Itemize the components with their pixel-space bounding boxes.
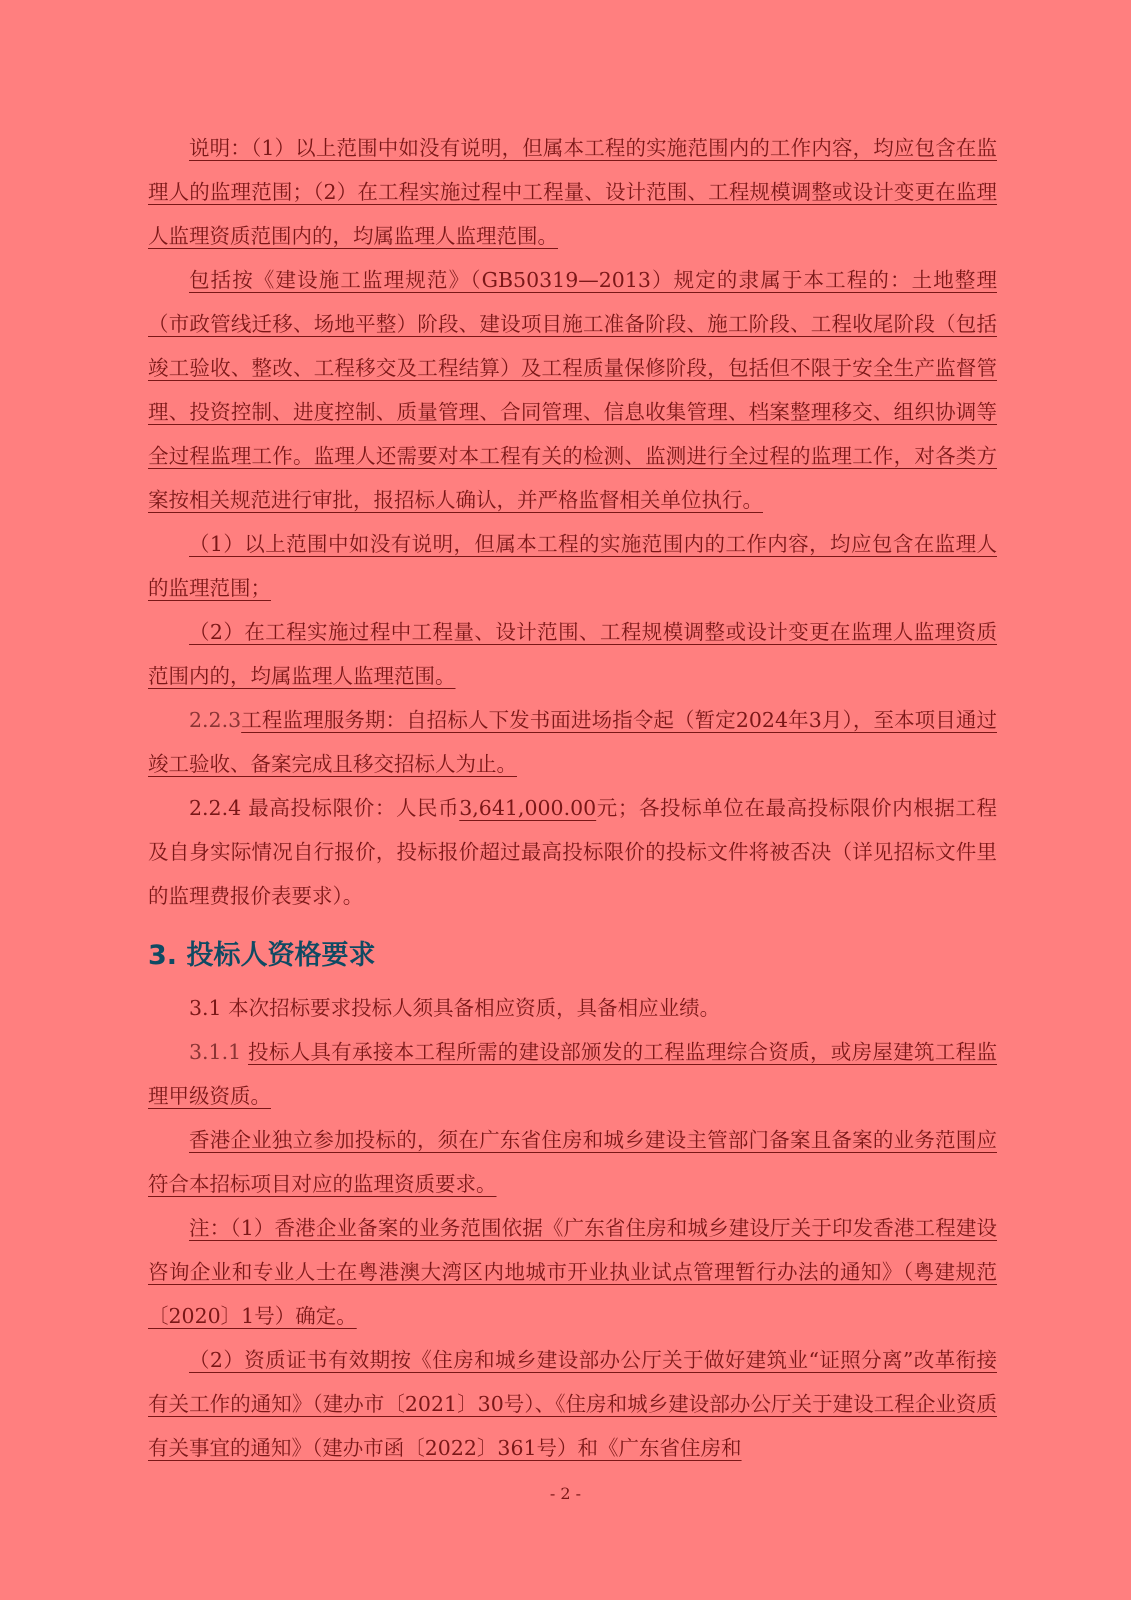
paragraph-qualification-requirement [148, 1030, 997, 1118]
paragraph-scope-note: 说明：（1）以上范围中如没有说明，但属本工程的实施范围内的工作内容，均应包含在监理人的监理范围；（2）在工程实施过程中工程量、设计范围、工程规模调整或设计变更在监理人监理资质范围内的，均属监理人监理范围。 [148, 136, 997, 248]
paragraph-price-limit [148, 786, 997, 918]
paragraph-scope-item-2: （2）在工程实施过程中工程量、设计范围、工程规模调整或设计变更在监理人监理资质范围内的，均属监理人监理范围。 [148, 620, 997, 688]
service-period-text: 工程监理服务期：自招标人下发书面进场指令起（暂定2024年3月），至本项目通过竣工验收、备案完成且移交招标人为止。 [148, 708, 997, 776]
qualification-requirement-text: 投标人具有承接本工程所需的建设部颁发的工程监理综合资质，或房屋建筑工程监理甲级资质。 [148, 1040, 997, 1108]
paragraph-qualification-intro: 3.1 本次招标要求投标人须具备相应资质，具备相应业绩。 [189, 996, 721, 1020]
price-limit-amount: 3,641,000.00 [459, 796, 597, 820]
price-limit-prefix: 2.2.4 最高投标限价：人民币 [189, 796, 460, 820]
paragraph-hk-enterprise: 香港企业独立参加投标的，须在广东省住房和城乡建设主管部门备案且备案的业务范围应符合本招标项目对应的监理资质要求。 [148, 1128, 997, 1196]
paragraph-service-period [148, 698, 997, 786]
clause-number: 2.2.3 [189, 708, 242, 732]
paragraph-scope-detail: 包括按《建设施工监理规范》（GB50319—2013）规定的隶属于本工程的：土地整理（市政管线迁移、场地平整）阶段、建设项目施工准备阶段、施工阶段、工程收尾阶段（包括竣工验收、整改、工程移交及工程结算）及工程质量保修阶段，包括但不限于安全生产监督管理、投资控制、进度控制、质量管理、合同管理、信息收集管理、档案整理移交、组织协调等全过程监理工作。监理人还需要对本工程有关的检测、监测进行全过程的监理工作，对各类方案按相关规范进行审批，报招标人确认，并严格监督相关单位执行。 [148, 268, 997, 512]
paragraph-note-1: 注：（1）香港企业备案的业务范围依据《广东省住房和城乡建设厅关于印发香港工程建设咨询企业和专业人士在粤港澳大湾区内地城市开业执业试点管理暂行办法的通知》（粤建规范〔2020〕1号）确定。 [148, 1216, 997, 1328]
section-heading-qualification: 3. 投标人资格要求 [148, 940, 376, 971]
clause-number: 3.1.1 [189, 1040, 248, 1064]
price-limit-suffix: 元；各投标单位在最高投标限价内根据工程及自身实际情况自行报价，投标报价超过最高投标限价的投标文件将被否决（详见招标文件里的监理费报价表要求）。 [148, 796, 997, 908]
paragraph-scope-item-1: （1）以上范围中如没有说明，但属本工程的实施范围内的工作内容，均应包含在监理人的监理范围； [148, 532, 997, 600]
page-number: - 2 - [549, 1484, 582, 1503]
paragraph-note-2: （2）资质证书有效期按《住房和城乡建设部办公厅关于做好建筑业“证照分离”改革衔接有关工作的通知》（建办市〔2021〕30号）、《住房和城乡建设部办公厅关于建设工程企业资质有关事宜的通知》（建办市函〔2022〕361号）和《广东省住房和 [148, 1348, 997, 1460]
